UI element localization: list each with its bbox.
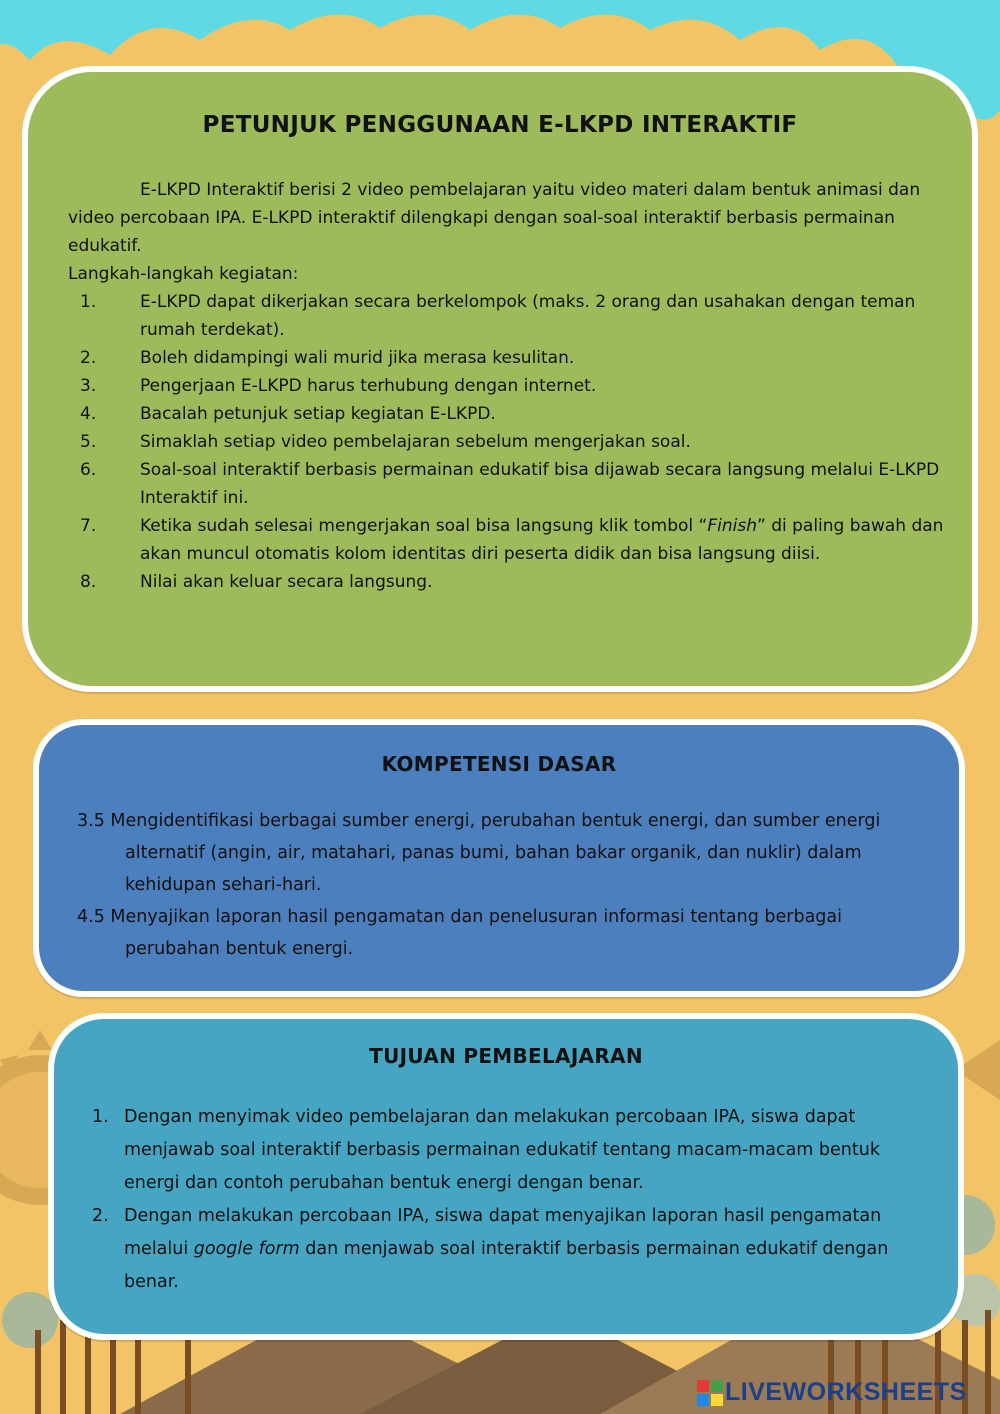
step-number: 5.: [80, 432, 97, 452]
step-number: 8.: [80, 572, 97, 592]
step-text: Simaklah setiap video pembelajaran sebelum mengerjakan soal.: [140, 432, 691, 452]
usage-guide-panel: [22, 66, 978, 692]
guide-subhead: Langkah-langkah kegiatan:: [68, 264, 299, 284]
basic-competence-panel: [33, 719, 965, 997]
step-text: Ketika sudah selesai mengerjakan soal bisa langsung klik tombol “: [140, 516, 708, 536]
google-form-term: google form: [193, 1239, 300, 1259]
guide-intro: E-LKPD Interaktif berisi 2 video pembelajaran yaitu video materi dalam bentuk animasi dan video percobaan IPA. E-LKPD interaktif dilengkapi dengan soal-soal interaktif berbasis permainan edukatif.: [68, 180, 921, 256]
learning-objectives-panel: [48, 1013, 964, 1340]
step-item: [68, 428, 948, 456]
guide-title: PETUNJUK PENGGUNAAN E-LKPD INTERAKTIF: [202, 112, 798, 138]
step-text: Pengerjaan E-LKPD harus terhubung dengan internet.: [140, 376, 597, 396]
step-item: [68, 372, 948, 400]
step-item: [68, 512, 948, 568]
brand-name: LIVEWORKSHEETS: [725, 1378, 967, 1406]
step-item: [68, 568, 948, 596]
tp-number: 2.: [92, 1206, 109, 1226]
tp-text: dan menjawab soal interaktif berbasis permainan edukatif dengan benar.: [124, 1239, 889, 1292]
finish-term: Finish: [707, 516, 757, 536]
step-item: [68, 344, 948, 372]
step-text: ” di paling bawah dan akan muncul otomatis kolom identitas diri peserta didik dan bisa langsung diisi.: [140, 516, 944, 564]
step-text: Nilai akan keluar secara langsung.: [140, 572, 433, 592]
tp-title: TUJUAN PEMBELAJARAN: [369, 1044, 643, 1068]
step-text: Boleh didampingi wali murid jika merasa kesulitan.: [140, 348, 575, 368]
tp-text: Dengan menyimak video pembelajaran dan melakukan percobaan IPA, siswa dapat menjawab soal interaktif berbasis permainan edukatif tentang macam-macam bentuk energi dan contoh perubahan bentuk energi dengan benar.: [124, 1107, 880, 1193]
step-number: 3.: [80, 376, 97, 396]
kd-body: [77, 805, 937, 965]
kd-item: 4.5 Menyajikan laporan hasil pengamatan dan penelusuran informasi tentang berbagai perubahan bentuk energi.: [77, 907, 843, 959]
tp-number: 1.: [92, 1107, 109, 1127]
step-item: [68, 288, 948, 344]
tp-body: [92, 1101, 937, 1299]
tp-item: [92, 1101, 937, 1200]
liveworksheets-logo: [697, 1378, 967, 1407]
step-item: [68, 456, 948, 512]
kd-item: 3.5 Mengidentifikasi berbagai sumber energi, perubahan bentuk energi, dan sumber energi alternatif (angin, air, matahari, panas bumi, bahan bakar organik, dan nuklir) dalam kehidupan sehari-hari.: [77, 811, 881, 895]
step-number: 2.: [80, 348, 97, 368]
step-text: Soal-soal interaktif berbasis permainan edukatif bisa dijawab secara langsung melalui E-LKPD Interaktif ini.: [140, 460, 940, 508]
tp-text: Dengan melakukan percobaan IPA, siswa dapat menyajikan laporan hasil pengamatan melalui: [124, 1206, 882, 1259]
steps-list: [68, 288, 948, 596]
guide-body: [68, 176, 948, 596]
step-number: 6.: [80, 460, 97, 480]
liveworksheets-icon: [697, 1380, 723, 1406]
step-text: Bacalah petunjuk setiap kegiatan E-LKPD.: [140, 404, 496, 424]
kd-title: KOMPETENSI DASAR: [381, 752, 617, 776]
step-number: 4.: [80, 404, 97, 424]
step-text: E-LKPD dapat dikerjakan secara berkelompok (maks. 2 orang dan usahakan dengan teman rumah terdekat).: [140, 292, 916, 340]
tp-item: [92, 1200, 937, 1299]
step-item: [68, 400, 948, 428]
step-number: 1.: [80, 292, 97, 312]
step-number: 7.: [80, 516, 97, 536]
